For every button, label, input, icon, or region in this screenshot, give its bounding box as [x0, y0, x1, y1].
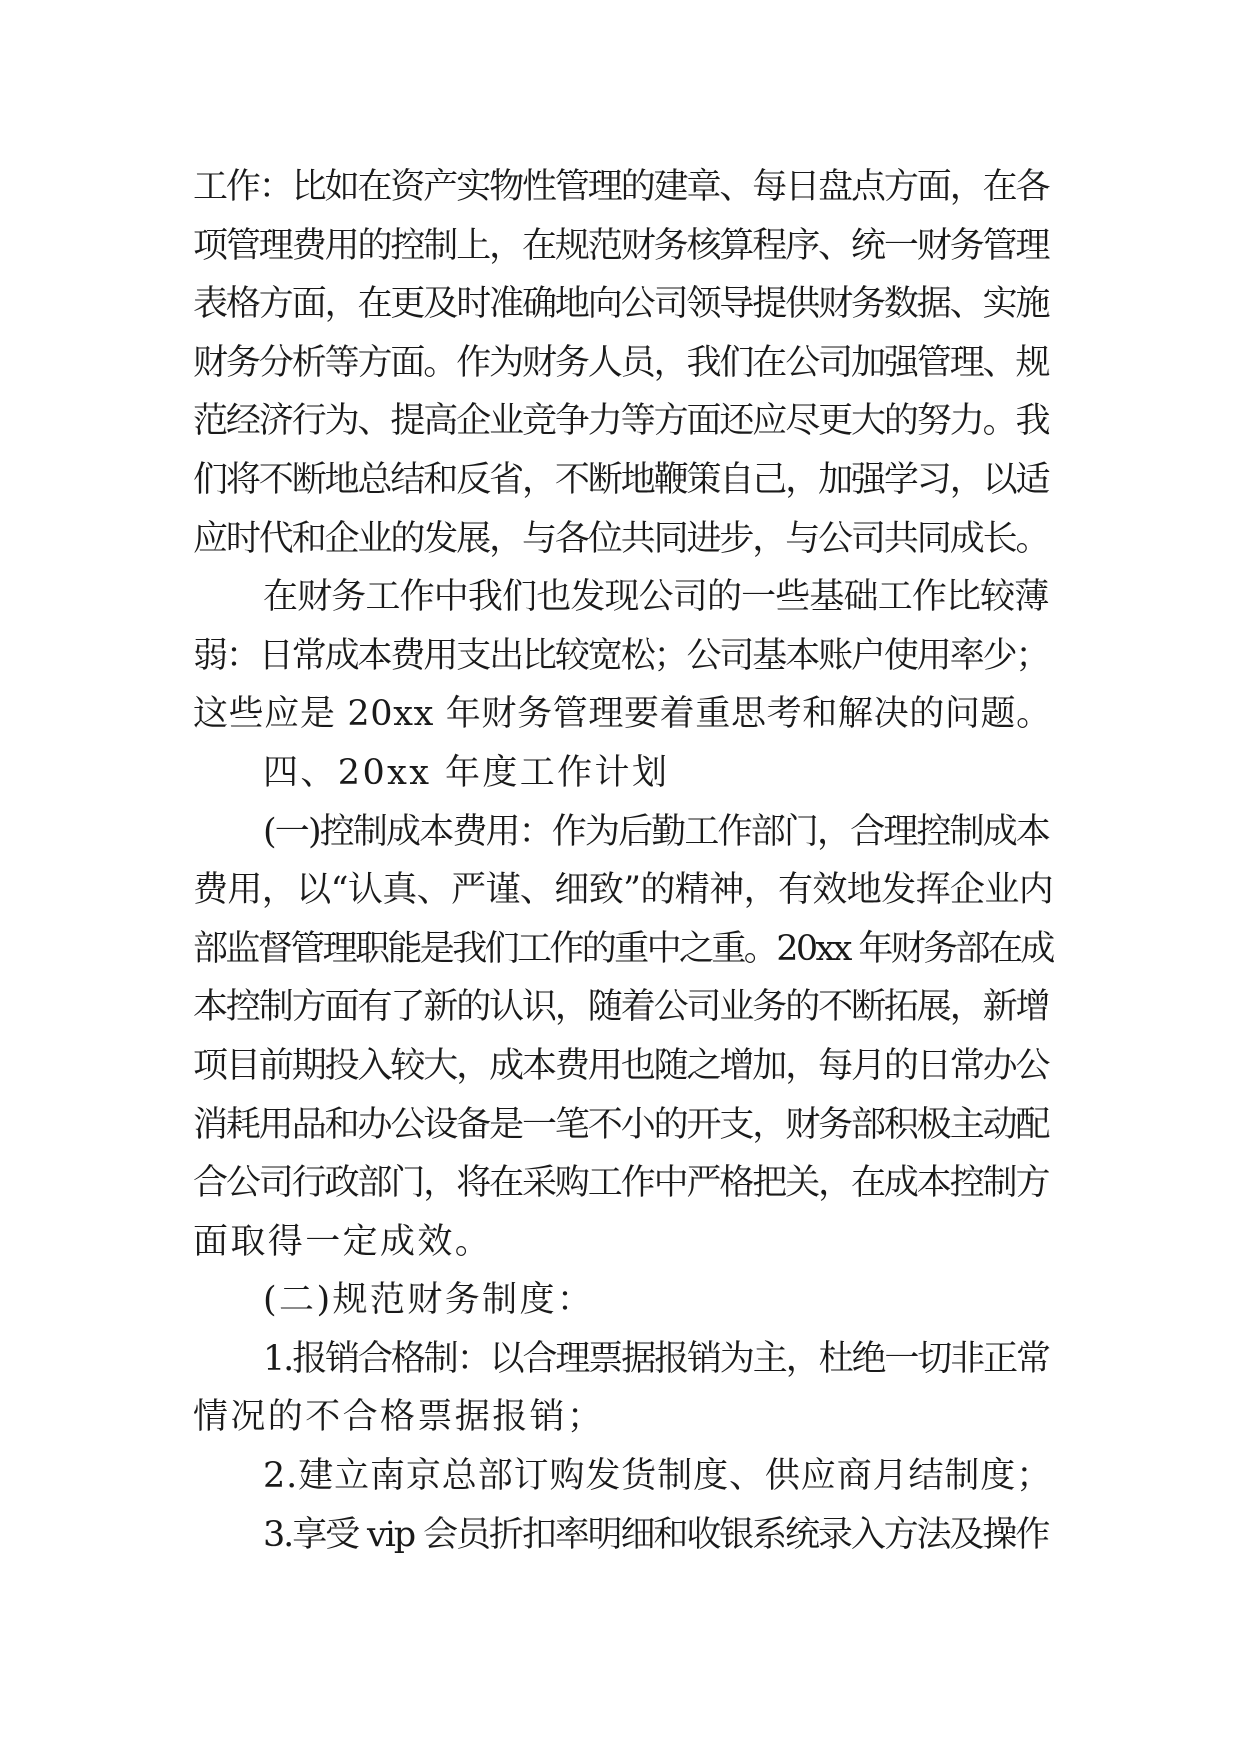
list-item: 3.享受 vip 会员折扣率明细和收银系统录入方法及操作 — [263, 1514, 1049, 1555]
text-line: 项目前期投入较大，成本费用也随之增加，每月的日常办公 — [193, 1045, 1049, 1086]
text-line: 范经济行为、提高企业竞争力等方面还应尽更大的努力。我 — [193, 401, 1049, 442]
text-line: 财务分析等方面。作为财务人员，我们在公司加强管理、规 — [193, 342, 1049, 383]
text-line: 情况的不合格票据报销； — [193, 1397, 605, 1438]
text-line: 在财务工作中我们也发现公司的一些基础工作比较薄 — [263, 577, 1049, 618]
document-body — [193, 158, 1053, 1564]
text-line: 表格方面，在更及时准确地向公司领导提供财务数据、实施 — [193, 284, 1049, 325]
text-line: 弱：日常成本费用支出比较宽松；公司基本账户使用率少； — [193, 635, 1049, 676]
text-line: 费用，以“认真、严谨、细致”的精神，有效地发挥企业内 — [193, 870, 1054, 911]
subsection-heading: (二)规范财务制度： — [263, 1280, 595, 1321]
text-line: 本控制方面有了新的认识，随着公司业务的不断拓展，新增 — [193, 987, 1049, 1028]
text-line: 工作：比如在资产实物性管理的建章、每日盘点方面，在各 — [193, 167, 1049, 207]
list-item: 1.报销合格制：以合理票据报销为主，杜绝一切非正常 — [263, 1338, 1049, 1379]
list-item: 2.建立南京总部订购发货制度、供应商月结制度； — [263, 1456, 1053, 1497]
text-line: 消耗用品和办公设备是一笔不小的开支，财务部积极主动配 — [193, 1104, 1049, 1145]
text-line: 部监督管理职能是我们工作的重中之重。20xx 年财务部在成 — [193, 928, 1053, 969]
text-line: 项管理费用的控制上，在规范财务核算程序、统一财务管理 — [193, 225, 1049, 266]
text-line: 面取得一定成效。 — [193, 1221, 493, 1262]
text-line: 合公司行政部门，将在采购工作中严格把关，在成本控制方 — [193, 1163, 1049, 1204]
section-heading: 四、20xx 年度工作计划 — [263, 752, 670, 793]
text-line: 应时代和企业的发展，与各位共同进步，与公司共同成长。 — [193, 518, 1049, 559]
text-line: 们将不断地总结和反省，不断地鞭策自己，加强学习，以适 — [193, 459, 1049, 500]
text-line: (一)控制成本费用：作为后勤工作部门，合理控制成本 — [263, 811, 1050, 852]
text-line: 这些应是 20xx 年财务管理要着重思考和解决的问题。 — [193, 694, 1052, 735]
